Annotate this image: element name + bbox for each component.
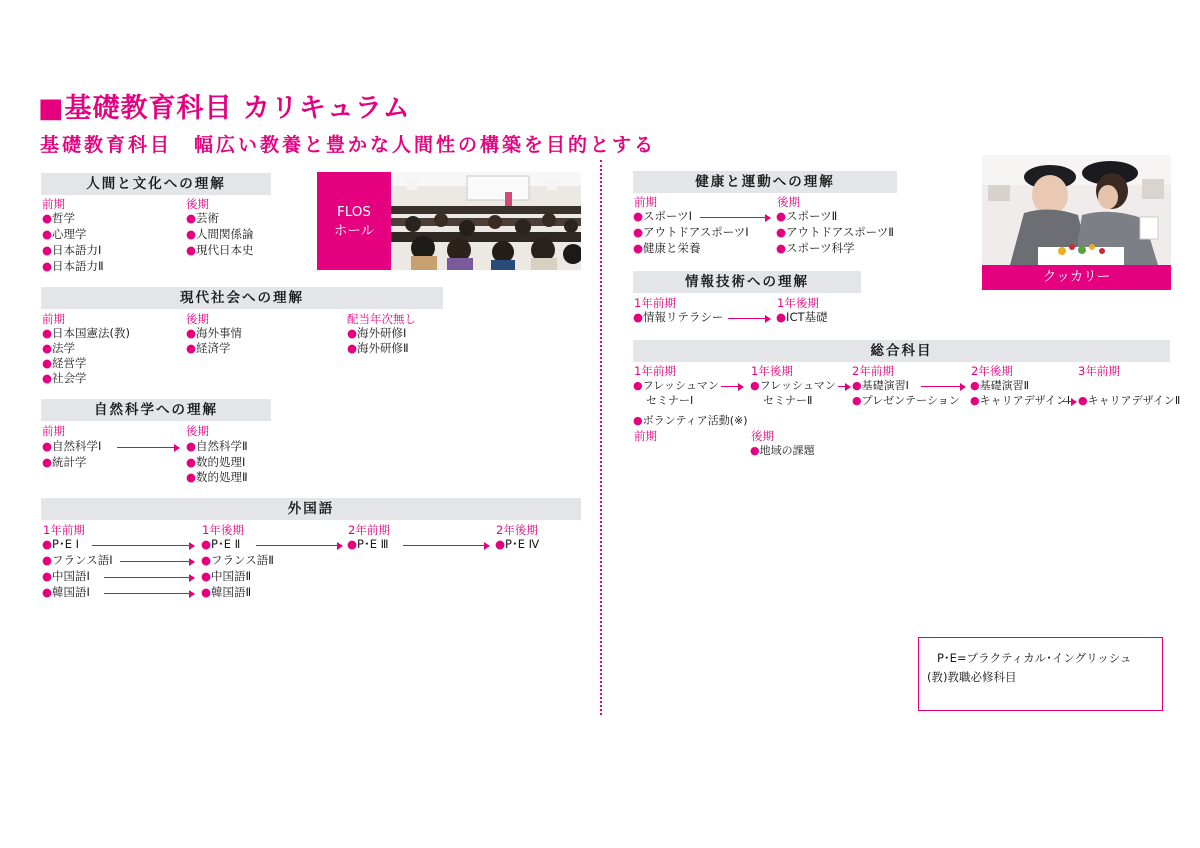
- progression-arrow: [256, 545, 342, 546]
- course-item: ● 海外事情: [186, 326, 242, 341]
- general-label-3: 2年前期: [852, 364, 894, 378]
- course-item: ● 日本語力Ⅰ: [42, 243, 101, 258]
- course-item: ● P･E Ⅲ: [347, 537, 389, 552]
- general-label-5: 3年前期: [1078, 364, 1120, 378]
- course-item-cont: セミナーⅡ: [763, 394, 813, 407]
- course-item: ● 日本語力Ⅱ: [42, 259, 104, 274]
- course-item: ● 人間関係論: [186, 227, 254, 242]
- course-item: ● ICT基礎: [776, 310, 828, 325]
- health-second-label: 後期: [777, 195, 800, 209]
- progression-arrow: [120, 561, 194, 562]
- course-item: ● 海外研修Ⅱ: [347, 341, 409, 356]
- progression-arrow: [117, 447, 179, 448]
- course-item: ● 韓国語Ⅰ: [42, 585, 90, 600]
- cookery-class-image: [982, 155, 1171, 265]
- science-header: 自然科学への理解: [41, 399, 271, 421]
- science-second-label: 後期: [186, 424, 209, 438]
- progression-arrow: [1062, 401, 1076, 402]
- progression-arrow: [104, 577, 194, 578]
- progression-arrow: [104, 593, 194, 594]
- progression-arrow: [921, 386, 965, 387]
- course-item: ● キャリアデザインⅡ: [1078, 393, 1180, 408]
- flos-label-line1: FLOS: [336, 204, 371, 220]
- notes-box: [918, 637, 1163, 711]
- course-item: ● 数的処理Ⅰ: [186, 455, 245, 470]
- course-item: ● 芸術: [186, 211, 219, 226]
- course-item: ● 基礎演習Ⅰ: [852, 378, 909, 393]
- course-item: ● フレッシュマン: [633, 378, 719, 393]
- course-item: ● キャリアデザインⅠ: [970, 393, 1070, 408]
- course-item: ● ボランティア活動(※): [633, 413, 748, 428]
- course-item: ● 海外研修Ⅰ: [347, 326, 406, 341]
- course-item: ● P･E Ⅱ: [201, 537, 240, 552]
- general-label-1: 1年前期: [634, 364, 676, 378]
- progression-arrow: [838, 386, 850, 387]
- it-first-label: 1年前期: [634, 296, 676, 310]
- course-item: ● 心理学: [42, 227, 87, 242]
- progression-arrow: [92, 545, 194, 546]
- course-item: ● 現代日本史: [186, 243, 254, 258]
- course-item: ● 韓国語Ⅱ: [201, 585, 251, 600]
- foreign-label-3: 2年前期: [348, 523, 390, 537]
- flos-hall-label: [317, 172, 391, 270]
- humanities-first-label: 前期: [42, 197, 65, 211]
- course-item: ● プレゼンテーション: [852, 393, 960, 408]
- course-item: ● 統計学: [42, 455, 87, 470]
- cookery-photo: [982, 155, 1171, 290]
- course-item: ● フランス語Ⅱ: [201, 553, 274, 568]
- course-item: ● 中国語Ⅰ: [42, 569, 90, 584]
- course-item-cont: セミナーⅠ: [646, 394, 694, 407]
- it-second-label: 1年後期: [777, 296, 819, 310]
- center-divider: [600, 160, 602, 715]
- course-item: ● 健康と栄養: [633, 241, 701, 256]
- course-item: ● 基礎演習Ⅱ: [970, 378, 1029, 393]
- progression-arrow: [721, 386, 743, 387]
- page-subtitle: 基礎教育科目 幅広い教養と豊かな人間性の構築を目的とする: [40, 134, 657, 156]
- course-item: ● 経営学: [42, 356, 87, 371]
- progression-arrow: [700, 217, 770, 218]
- course-item: ● 自然科学Ⅰ: [42, 439, 101, 454]
- general-label-4: 2年後期: [971, 364, 1013, 378]
- health-first-label: 前期: [634, 195, 657, 209]
- course-item: ● スポーツⅠ: [633, 209, 692, 224]
- society-header: 現代社会への理解: [41, 287, 443, 309]
- course-item: ● フレッシュマン: [750, 378, 836, 393]
- course-item: ● アウトドアスポーツⅡ: [776, 225, 894, 240]
- humanities-second-label: 後期: [186, 197, 209, 211]
- it-header: 情報技術への理解: [633, 271, 861, 293]
- progression-arrow: [728, 318, 770, 319]
- course-item: ● 数的処理Ⅱ: [186, 470, 248, 485]
- volunteer-first-label: 前期: [634, 429, 657, 443]
- course-item: ● 情報リテラシー: [633, 310, 723, 325]
- foreign-label-2: 1年後期: [202, 523, 244, 537]
- note-pe: P･E=プラクティカル･イングリッシュ: [937, 651, 1132, 665]
- course-item: ● 自然科学Ⅱ: [186, 439, 248, 454]
- course-item: ● 中国語Ⅱ: [201, 569, 251, 584]
- foreign-header: 外国語: [41, 498, 581, 520]
- course-item: ● アウトドアスポーツⅠ: [633, 225, 749, 240]
- foreign-label-4: 2年後期: [496, 523, 538, 537]
- flos-hall-photo: [317, 172, 581, 270]
- humanities-header: 人間と文化への理解: [41, 173, 271, 195]
- course-item: ● 地域の課題: [750, 443, 815, 458]
- course-item: ● スポーツⅡ: [776, 209, 837, 224]
- society-first-label: 前期: [42, 312, 65, 326]
- society-second-label: 後期: [186, 312, 209, 326]
- society-third-label: 配当年次無し: [347, 312, 416, 326]
- note-teaching: (教)教職必修科目: [927, 670, 1017, 684]
- flos-label-line2: ホール: [333, 223, 375, 239]
- general-header: 総合科目: [633, 340, 1170, 362]
- course-item: ● 法学: [42, 341, 75, 356]
- course-item: ● P･E Ⅳ: [495, 537, 539, 552]
- course-item: ● フランス語Ⅰ: [42, 553, 113, 568]
- course-item: ● P･E Ⅰ: [42, 537, 79, 552]
- page-title: ■基礎教育科目 カリキュラム: [38, 93, 411, 124]
- course-item: ● 哲学: [42, 211, 75, 226]
- general-label-2: 1年後期: [751, 364, 793, 378]
- science-first-label: 前期: [42, 424, 65, 438]
- volunteer-second-label: 後期: [751, 429, 774, 443]
- course-item: ● 経済学: [186, 341, 231, 356]
- cookery-label: クッカリー: [982, 265, 1171, 290]
- course-item: ● 日本国憲法(教): [42, 326, 130, 341]
- foreign-label-1: 1年前期: [43, 523, 85, 537]
- course-item: ● スポーツ科学: [776, 241, 855, 256]
- course-item: ● 社会学: [42, 371, 87, 386]
- progression-arrow: [403, 545, 489, 546]
- health-header: 健康と運動への理解: [633, 171, 897, 193]
